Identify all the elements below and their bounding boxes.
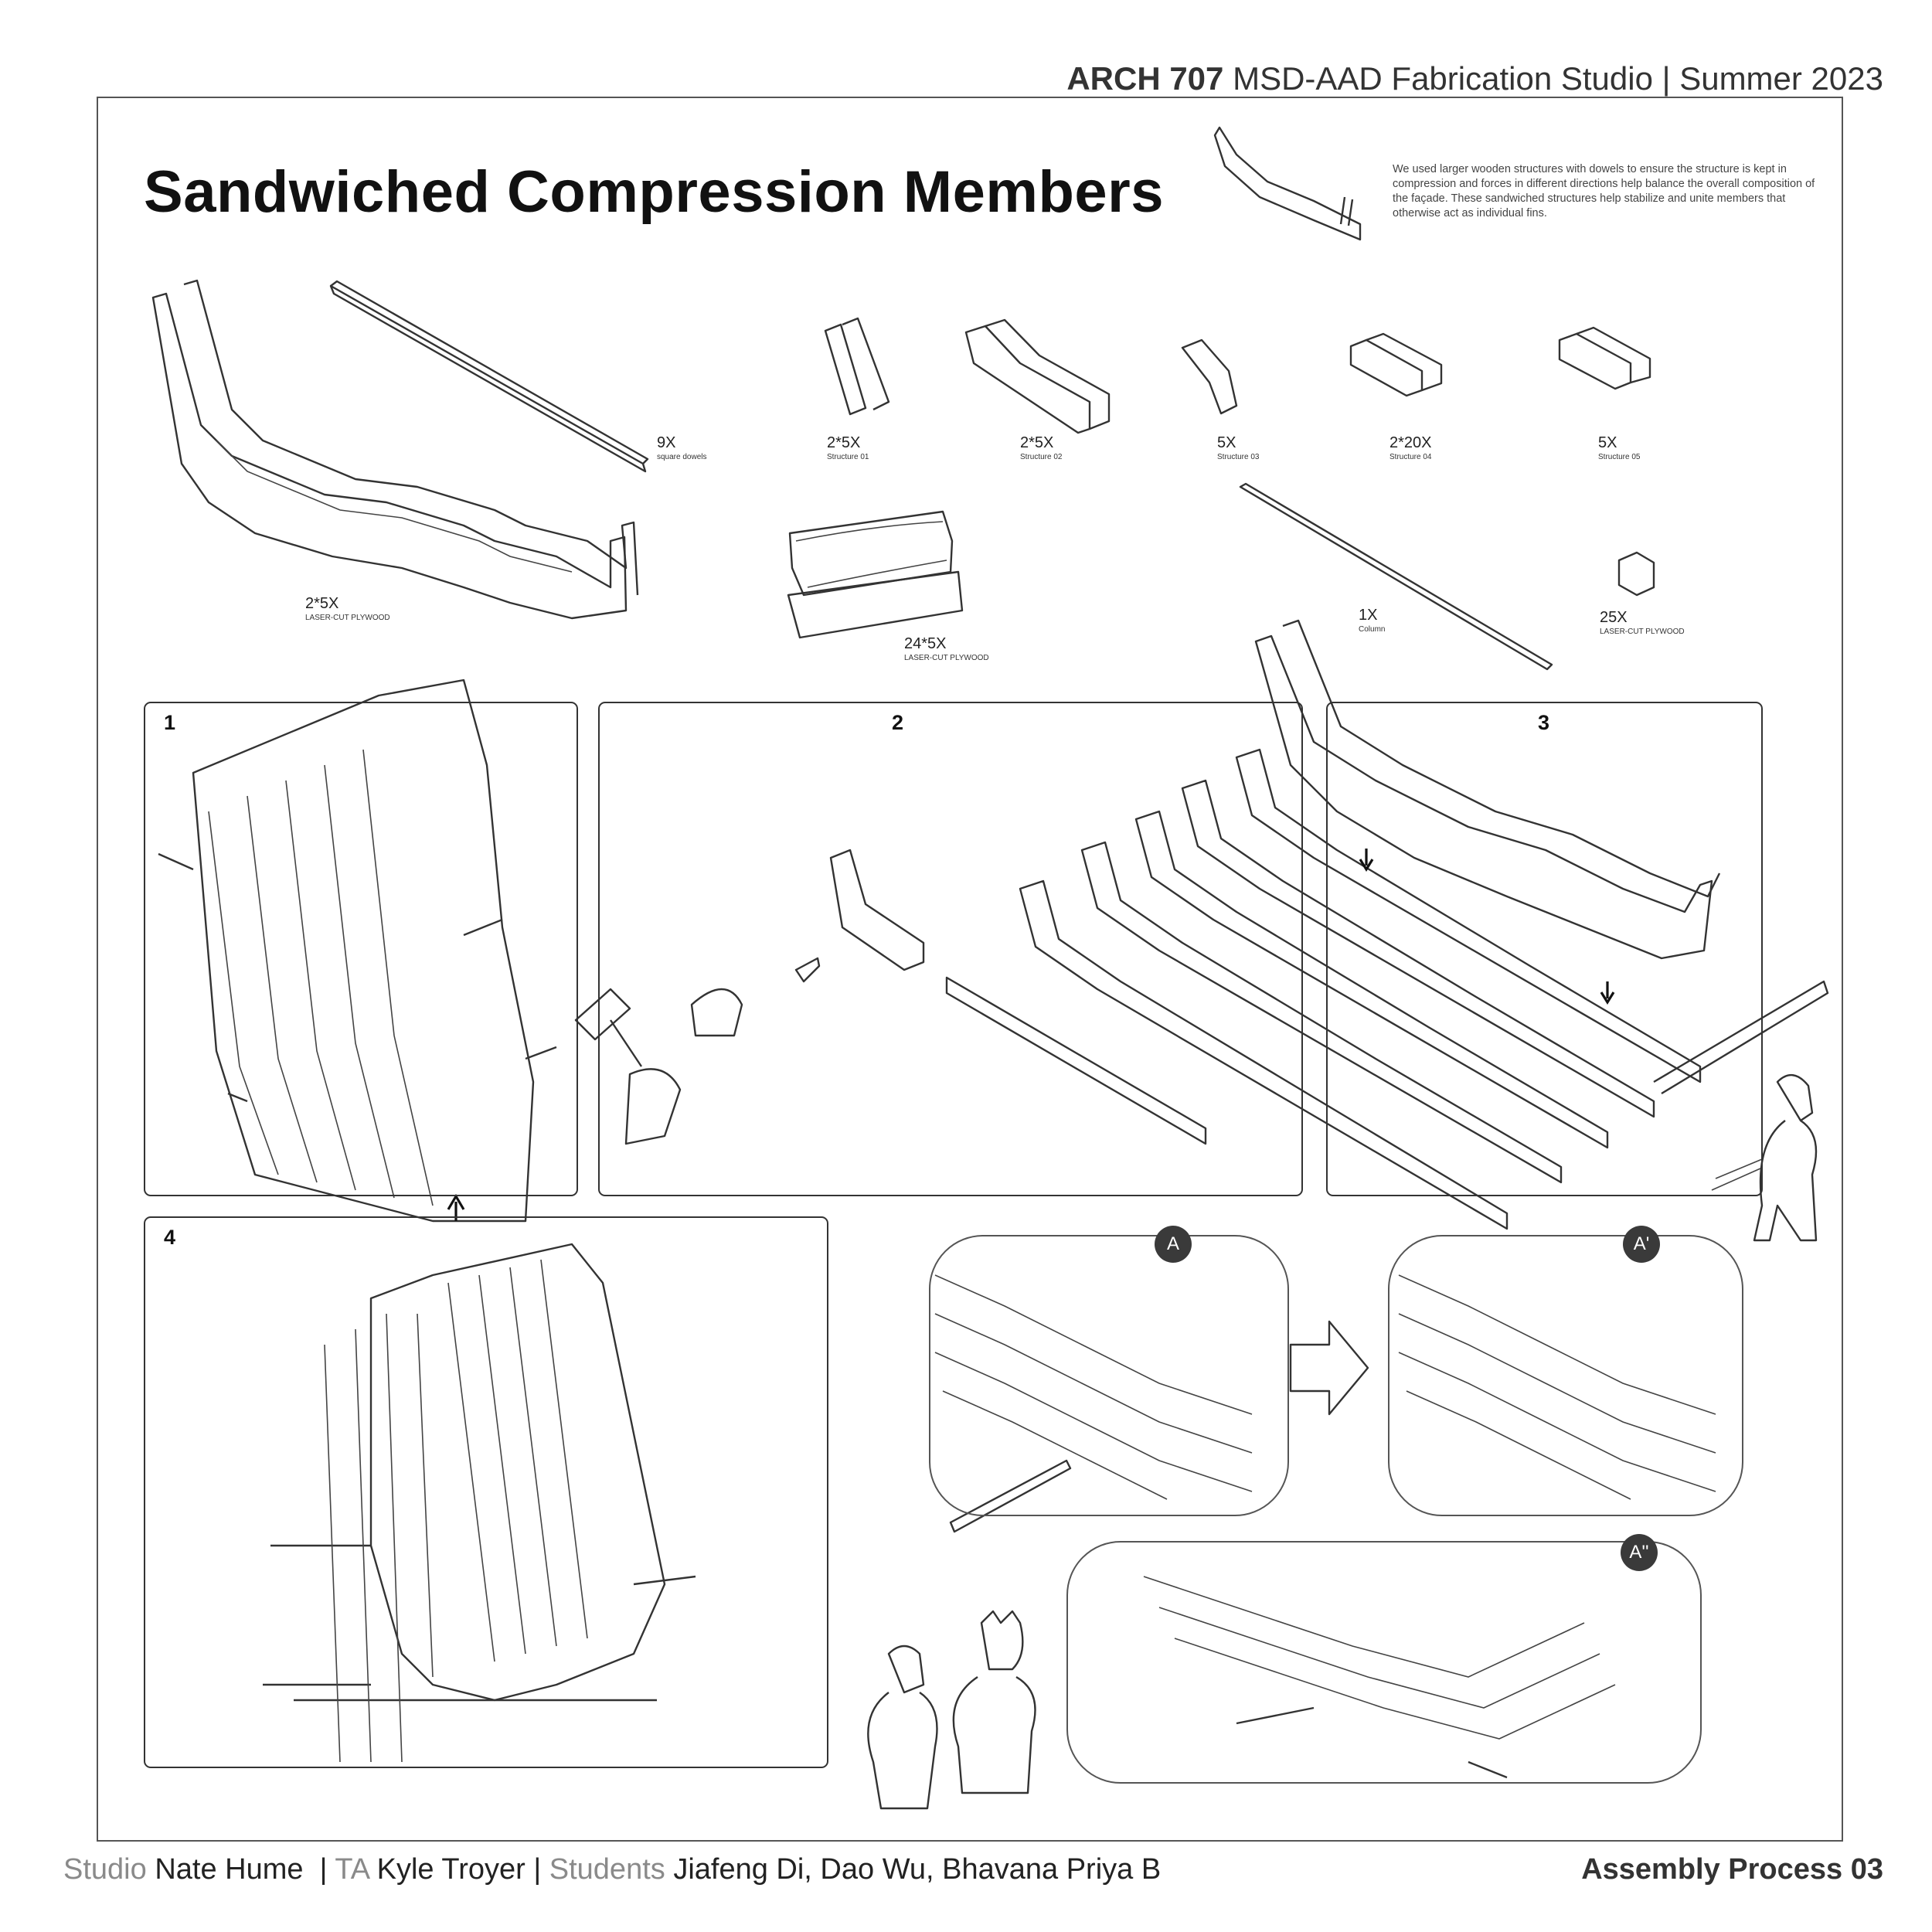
detail-a-prime-badge: A': [1623, 1226, 1660, 1263]
sheet-title: Assembly Process 03: [1581, 1853, 1883, 1886]
structure-05-part: [1560, 328, 1650, 389]
credits-footer: [63, 1853, 1161, 1886]
part-label: [1600, 609, 1685, 636]
part-desc: Column: [1359, 625, 1386, 634]
part-qty: 5X: [1598, 434, 1617, 451]
studio-label: Studio: [63, 1853, 147, 1886]
studio-name: Nate Hume: [155, 1853, 304, 1886]
column-part: [1240, 484, 1552, 669]
part-desc: Structure 03: [1217, 453, 1260, 461]
step-3-panel: [1326, 702, 1763, 1196]
part-desc: Structure 02: [1020, 453, 1063, 461]
page-title: Sandwiched Compression Members: [144, 159, 1164, 225]
step-number: 3: [1538, 711, 1550, 734]
detail-a-panel: [929, 1235, 1289, 1516]
part-label: [305, 595, 390, 622]
detail-a-double-prime-panel: [1066, 1541, 1702, 1784]
students-names: Jiafeng Di, Dao Wu, Bhavana Priya B: [673, 1853, 1162, 1886]
part-label: [827, 434, 869, 461]
step-number: 2: [892, 711, 904, 734]
structure-03-part: [1182, 340, 1236, 413]
structure-01-part: [825, 318, 889, 414]
part-desc: Structure 04: [1389, 453, 1432, 461]
part-qty: 5X: [1217, 434, 1236, 451]
detail-a-badge: A: [1155, 1226, 1192, 1263]
part-label: [657, 434, 706, 461]
part-label: [1389, 434, 1432, 461]
detail-a-prime-panel: [1388, 1235, 1743, 1516]
small-block-part: [1619, 553, 1654, 595]
step-1-panel: [144, 702, 578, 1196]
part-desc: LASER-CUT PLYWOOD: [904, 654, 989, 662]
separator: |: [319, 1853, 328, 1886]
part-label: [1020, 434, 1062, 461]
part-qty: 2*5X: [827, 434, 861, 451]
description-text: We used larger wooden structures with dowels to ensure the structure is kept in compression and forces in different directions help balance the overall composition of the façade. These sandwiched structures help stabilize and unite members that otherwise act as individual fins.: [1393, 163, 1815, 219]
plywood-fin-part: [153, 281, 638, 618]
part-label: [1359, 607, 1385, 634]
part-label: [1598, 434, 1640, 461]
ta-name: Kyle Troyer: [376, 1853, 526, 1886]
part-qty: 24*5X: [904, 635, 947, 652]
part-desc: LASER-CUT PLYWOOD: [1600, 628, 1685, 636]
structure-02-part: [966, 320, 1109, 433]
course-code: ARCH 707: [1066, 60, 1224, 97]
structure-04-part: [1351, 334, 1441, 396]
step-number: 1: [164, 711, 176, 734]
part-qty: 9X: [657, 434, 676, 451]
step-number: 4: [164, 1226, 176, 1249]
part-desc: square dowels: [657, 453, 707, 461]
step-4-panel: [144, 1216, 828, 1768]
stacked-plywood-part: [788, 512, 962, 638]
separator: |: [533, 1853, 542, 1886]
square-dowel-part: [331, 286, 645, 471]
part-desc: Structure 05: [1598, 453, 1641, 461]
ta-label: TA: [335, 1853, 369, 1886]
course-title: MSD-AAD Fabrication Studio | Summer 2023: [1233, 60, 1883, 97]
part-desc: LASER-CUT PLYWOOD: [305, 614, 390, 622]
figure-icon: [868, 1611, 1035, 1808]
part-label: [904, 635, 989, 662]
part-qty: 2*5X: [1020, 434, 1054, 451]
detail-a-double-prime-badge: A'': [1621, 1534, 1658, 1571]
part-qty: 2*5X: [305, 595, 339, 612]
arrow-icon: [1291, 1321, 1368, 1414]
step-2-panel: [598, 702, 1303, 1196]
part-qty: 2*20X: [1389, 434, 1432, 451]
part-qty: 25X: [1600, 609, 1628, 626]
part-label: [1217, 434, 1259, 461]
fin-thumbnail: [1215, 128, 1360, 240]
part-desc: Structure 01: [827, 453, 869, 461]
part-qty: 1X: [1359, 607, 1378, 624]
students-label: Students: [549, 1853, 665, 1886]
